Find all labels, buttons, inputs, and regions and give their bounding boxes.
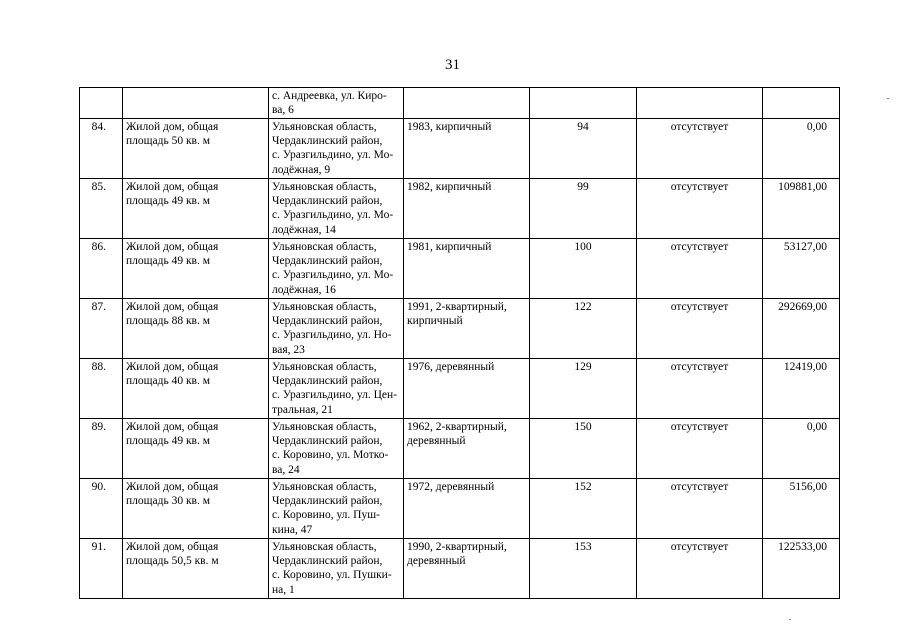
cell-name: [123, 119, 269, 179]
address-line: Чердаклинский район,: [272, 555, 383, 568]
address-line: Чердаклинский район,: [272, 435, 383, 448]
cell-address: [269, 419, 404, 479]
cell-cost: 5156,00: [763, 479, 840, 539]
cell-cost: 122533,00: [763, 539, 840, 599]
cell-encumbrance: отсутствует: [637, 359, 763, 419]
name-line: площадь 88 кв. м: [126, 315, 210, 328]
cell-number: 90.: [80, 479, 123, 539]
cell-cost: 0,00: [763, 119, 840, 179]
cell-area: 94: [530, 119, 637, 179]
cell-year-material: [404, 539, 530, 599]
year-material-line: 1981, кирпичный: [407, 241, 492, 253]
cell-cost: 109881,00: [763, 179, 840, 239]
address-line: Чердаклинский район,: [272, 195, 383, 208]
cell-number: 89.: [80, 419, 123, 479]
cell-address: [269, 119, 404, 179]
year-material-line: 1991, 2-квартирный,: [407, 301, 507, 313]
cell-cost: 53127,00: [763, 239, 840, 299]
address-line: Чердаклинский район,: [272, 375, 383, 388]
cell-area: 150: [530, 419, 637, 479]
cell-encumbrance: отсутствует: [637, 179, 763, 239]
address-line: с. Уразгильдино, ул. Мо-: [272, 269, 394, 282]
address-line: Ульяновская область,: [272, 421, 377, 433]
cell-name: [123, 88, 269, 119]
address-line: кина, 47: [272, 523, 313, 536]
cell-area: 99: [530, 179, 637, 239]
cell-number: 88.: [80, 359, 123, 419]
address-line: лодёжная, 14: [272, 223, 336, 236]
cell-address: [269, 239, 404, 299]
cell-encumbrance: отсутствует: [637, 479, 763, 539]
address-line: Ульяновская область,: [272, 181, 377, 193]
address-line: Ульяновская область,: [272, 121, 377, 133]
address-line: на, 1: [272, 583, 295, 596]
cell-name: [123, 299, 269, 359]
year-material-line: 1972, деревянный: [407, 481, 495, 493]
cell-area: 152: [530, 479, 637, 539]
table-row: [80, 479, 840, 539]
address-line: тральная, 21: [272, 403, 333, 416]
cell-year-material: [404, 239, 530, 299]
address-line: Чердаклинский район,: [272, 495, 383, 508]
cell-number: 91.: [80, 539, 123, 599]
year-material-line: деревянный: [407, 555, 466, 568]
cell-address: [269, 539, 404, 599]
cell-year-material: [404, 119, 530, 179]
address-line: с. Коровино, ул. Пушки-: [272, 569, 392, 582]
name-line: Жилой дом, общая: [126, 541, 219, 553]
cell-area: [530, 88, 637, 119]
table-row: [80, 419, 840, 479]
year-material-line: 1983, кирпичный: [407, 121, 492, 133]
year-material-line: 1982, кирпичный: [407, 181, 492, 193]
table-row: [80, 239, 840, 299]
cell-number: [80, 88, 123, 119]
cell-name: [123, 359, 269, 419]
cell-area: 100: [530, 239, 637, 299]
cell-encumbrance: отсутствует: [637, 299, 763, 359]
address-line: ва, 6: [272, 104, 294, 117]
year-material-line: 1962, 2-квартирный,: [407, 421, 507, 433]
address-line: лодёжная, 16: [272, 283, 336, 296]
cell-name: [123, 179, 269, 239]
address-line: с. Уразгильдино, ул. Мо-: [272, 149, 394, 162]
name-line: Жилой дом, общая: [126, 241, 219, 253]
cell-encumbrance: отсутствует: [637, 239, 763, 299]
cell-year-material: [404, 179, 530, 239]
cell-area: 122: [530, 299, 637, 359]
property-registry-table: [79, 87, 840, 599]
table-row-continuation: [80, 88, 840, 119]
cell-cost: 292669,00: [763, 299, 840, 359]
cell-encumbrance: отсутствует: [637, 539, 763, 599]
name-line: площадь 40 кв. м: [126, 375, 210, 388]
cell-encumbrance: [637, 88, 763, 119]
cell-number: 84.: [80, 119, 123, 179]
cell-encumbrance: отсутствует: [637, 119, 763, 179]
table-row: [80, 299, 840, 359]
cell-name: [123, 539, 269, 599]
name-line: площадь 50 кв. м: [126, 135, 210, 148]
scan-speck: [887, 98, 889, 99]
address-line: Чердаклинский район,: [272, 315, 383, 328]
name-line: Жилой дом, общая: [126, 181, 219, 193]
name-line: Жилой дом, общая: [126, 361, 219, 373]
year-material-line: 1990, 2-квартирный,: [407, 541, 507, 553]
address-line: Чердаклинский район,: [272, 255, 383, 268]
name-line: Жилой дом, общая: [126, 481, 219, 493]
address-line: с. Коровино, ул. Пуш-: [272, 509, 380, 522]
cell-area: 129: [530, 359, 637, 419]
cell-number: 87.: [80, 299, 123, 359]
address-line: Ульяновская область,: [272, 361, 377, 373]
cell-number: 85.: [80, 179, 123, 239]
address-line: с. Андреевка, ул. Киро-: [272, 90, 387, 102]
year-material-line: деревянный: [407, 435, 466, 448]
cell-area: 153: [530, 539, 637, 599]
table-row: [80, 359, 840, 419]
cell-name: [123, 479, 269, 539]
table-row: [80, 539, 840, 599]
cell-encumbrance: отсутствует: [637, 419, 763, 479]
name-line: Жилой дом, общая: [126, 121, 219, 133]
cell-cost: 0,00: [763, 419, 840, 479]
address-line: Ульяновская область,: [272, 541, 377, 553]
cell-year-material: [404, 359, 530, 419]
address-line: вая, 23: [272, 343, 305, 356]
year-material-line: 1976, деревянный: [407, 361, 495, 373]
table-row: [80, 119, 840, 179]
cell-address: [269, 359, 404, 419]
cell-address: [269, 179, 404, 239]
cell-name: [123, 239, 269, 299]
cell-name: [123, 419, 269, 479]
address-line: Ульяновская область,: [272, 481, 377, 493]
table-row: [80, 179, 840, 239]
cell-number: 86.: [80, 239, 123, 299]
address-line: с. Уразгильдино, ул. Цен-: [272, 389, 398, 402]
name-line: площадь 30 кв. м: [126, 495, 210, 508]
cell-year-material: [404, 419, 530, 479]
cell-year-material: [404, 88, 530, 119]
address-line: Ульяновская область,: [272, 301, 377, 313]
name-line: площадь 49 кв. м: [126, 435, 210, 448]
name-line: площадь 50,5 кв. м: [126, 555, 219, 568]
address-line: Ульяновская область,: [272, 241, 377, 253]
scan-speck: [789, 619, 791, 620]
cell-address: [269, 299, 404, 359]
page-number: 31: [445, 57, 460, 73]
cell-year-material: [404, 479, 530, 539]
cell-cost: 12419,00: [763, 359, 840, 419]
address-line: с. Уразгильдино, ул. Но-: [272, 329, 392, 342]
address-line: лодёжная, 9: [272, 163, 331, 176]
cell-address: [269, 88, 404, 119]
name-line: Жилой дом, общая: [126, 301, 219, 313]
address-line: с. Коровино, ул. Мотко-: [272, 449, 389, 462]
name-line: площадь 49 кв. м: [126, 255, 210, 268]
year-material-line: кирпичный: [407, 315, 463, 328]
address-line: с. Уразгильдино, ул. Мо-: [272, 209, 394, 222]
name-line: площадь 49 кв. м: [126, 195, 210, 208]
address-line: ва, 24: [272, 463, 300, 476]
cell-year-material: [404, 299, 530, 359]
cell-address: [269, 479, 404, 539]
address-line: Чердаклинский район,: [272, 135, 383, 148]
cell-cost: [763, 88, 840, 119]
name-line: Жилой дом, общая: [126, 421, 219, 433]
